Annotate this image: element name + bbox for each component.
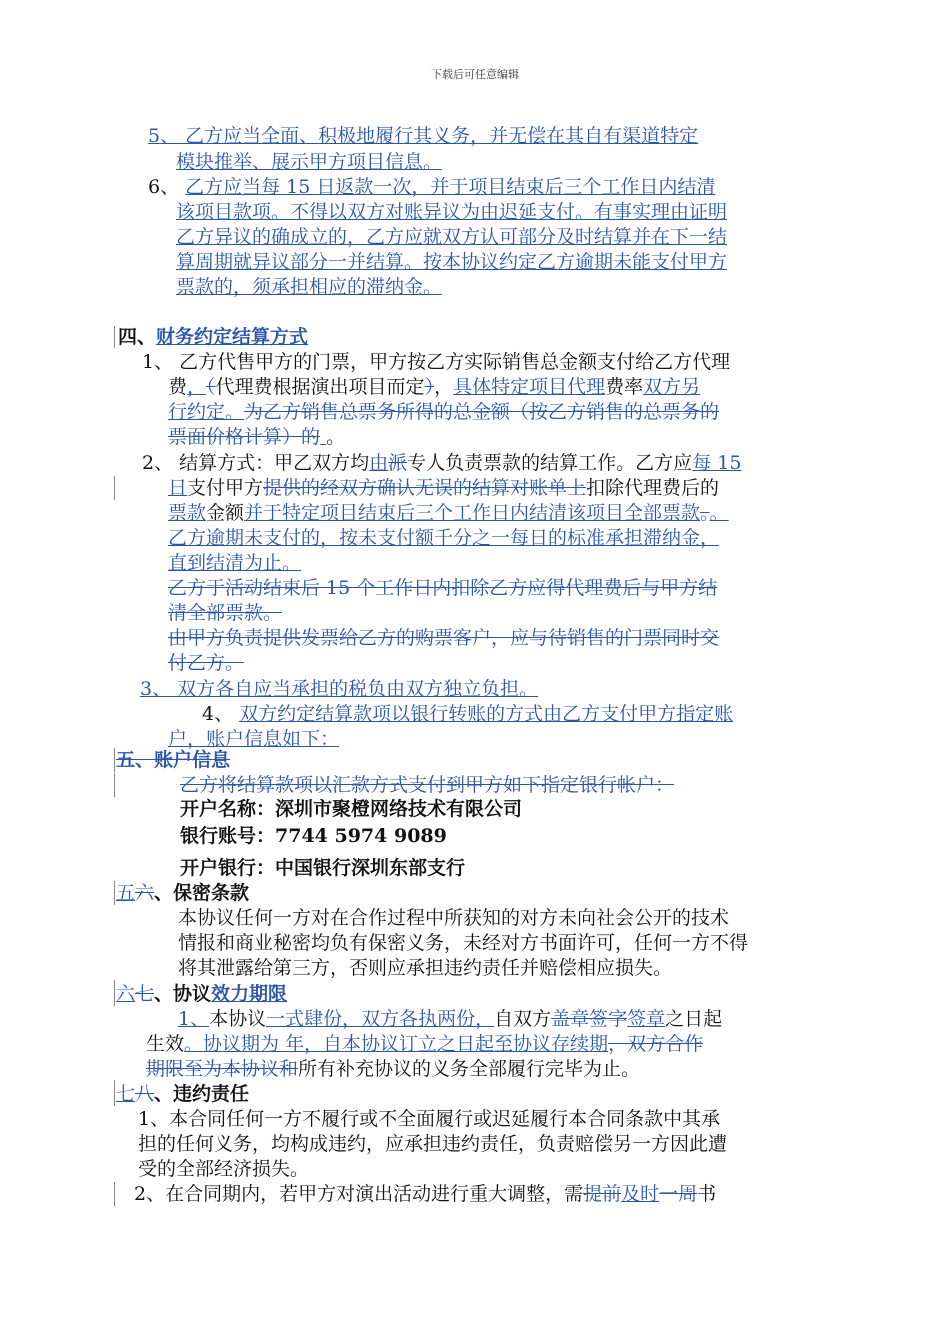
text-line [168,626,950,651]
inserted-text: 乙方应当每 15 日返款一次，并于项目结束后三个工作日内结清 [185,176,716,198]
deleted-text: ） [424,376,435,398]
text-line [180,824,950,849]
change-bar [114,326,115,348]
inserted-text: 直到结清为止。 [168,552,302,574]
body-text: 情报和商业秘密均负有保密义务，未经对方书面许可，任何一方不得 [178,932,749,954]
deleted-text: 提供的经双方确认无误的结算对账单上 [263,477,587,499]
bold-text: 开户银行：中国银行深圳东部支行 [180,857,466,879]
text-line [168,425,950,450]
body-text: 代理费根据演出项目而定 [215,376,425,398]
text-line [176,250,950,275]
change-bar [114,748,115,772]
change-bar [114,1182,115,1206]
inserted-heading-text: 效力期限 [211,983,288,1005]
text-line [168,576,950,601]
change-bar [114,773,115,797]
deleted-text: ，双方合作 [608,1033,704,1055]
body-text: 书 [697,1183,717,1205]
inserted-text: 乙方异议的确成立的，乙方应就双方认可部分及时结算并在下一结 [176,226,728,248]
inserted-text: 行约定。 [168,401,245,423]
inserted-text: 算周期就异议部分一并结算。按本协议约定乙方逾期未能支付甲方 [176,251,728,273]
body-text: 支付甲方 [187,477,264,499]
body-text: 2、 结算方式：甲乙双方均 [142,452,370,474]
body-text: 1、本合同任何一方不履行或不全面履行或迟延履行本合同条款中其承 [138,1108,721,1130]
change-bar [114,476,115,500]
text-line [178,906,950,931]
bold-text: 、协议 [154,983,212,1005]
bold-text: 、违约责任 [154,1083,250,1105]
text-line [148,175,950,200]
text-line [140,677,950,702]
inserted-text: 每 15 [692,452,742,474]
text-line [180,856,950,881]
text-line [146,1057,950,1082]
body-text: 6、 [148,176,186,198]
text-line [168,476,950,501]
body-text: 担的任何义务，均构成违约，应承担违约责任，负责赔偿另一方因此遭 [138,1133,728,1155]
deleted-text: 由甲方负责提供发票给乙方的购票客户，应与待销售的门票同时交 [168,627,720,649]
text-line [138,1157,950,1182]
text-line [176,200,950,225]
inserted-text: 由 [369,452,389,474]
text-line [148,124,950,149]
body-text: 2、在合同期内，若甲方对演出活动进行重大调整，需 [134,1183,584,1205]
text-line [180,797,950,822]
body-text: 受的全部经济损失。 [138,1158,310,1180]
deleted-text: 乙方于活动结束后 15 个工作日内扣除乙方应得代理费后与甲方结 [168,577,718,599]
body-text: 本协议任何一方对在合作过程中所获知的对方未向社会公开的技术 [178,907,730,929]
text-line [118,325,950,350]
body-text: 费 [168,376,188,398]
deleted-text: 提前 [583,1183,622,1205]
bold-text: 银行账号：7744 5974 9089 [180,825,447,847]
bold-text: 开户名称：深圳市聚橙网络技术有限公司 [180,798,523,820]
body-text: 所有补充协议的义务全部履行完毕为止。 [298,1058,641,1080]
deleted-text: 派 [388,452,408,474]
text-line [168,400,950,425]
inserted-text: 模块推举、展示甲方项目信息。 [176,151,443,173]
text-line [138,1107,950,1132]
text-line [116,881,950,906]
inserted-text: 六 [116,983,136,1005]
body-text: 。 [326,426,346,448]
text-line [176,275,950,300]
text-line [116,748,950,773]
deleted-text: 七 [135,983,155,1005]
inserted-text: 5、 乙方应当全面、积极地履行其义务，并无偿在其自有渠道特定 [148,125,699,147]
inserted-text: 户，账户信息如下： [168,728,340,750]
inserted-text: 票款 [168,502,207,524]
body-text: 1、 乙方代售甲方的门票，甲方按乙方实际销售总金额支付给乙方代理 [142,351,731,373]
body-text: 将其泄露给第三方，否则应承担违约责任并赔偿相应损失。 [178,957,673,979]
text-line [168,651,950,676]
deleted-text: 八 [135,1083,155,1105]
inserted-text: 七 [116,1083,136,1105]
inserted-text: 五 [116,882,136,904]
deleted-text: 乙方将结算款项以汇款方式支付到甲方如下指定银行帐户： [180,774,675,796]
inserted-text: 及时 [621,1183,660,1205]
inserted-text: 具体特定项目代理 [453,376,606,398]
body-text: 之日起 [665,1008,723,1030]
inserted-text: 双方约定结算款项以银行转账的方式由乙方支付甲方指定账 [239,703,734,725]
text-line [116,982,950,1007]
deleted-heading-text: 五、账户信息 [116,749,231,771]
inserted-text: 一式肆份，双方各执两份， [266,1008,495,1030]
body-text: 金额 [206,502,245,524]
deleted-text: 清全部票款。 [168,602,283,624]
text-line [142,451,950,476]
text-line [178,1007,950,1032]
deleted-text: 。 [700,502,710,524]
inserted-text: ， [187,376,207,398]
inserted-text: 票款的，须承担相应的滞纳金。 [176,276,443,298]
body-text: 费率 [605,376,644,398]
bold-text: 、保密条款 [154,882,250,904]
text-line [180,773,950,798]
inserted-text: 日 [168,477,188,499]
inserted-heading-text: 财务约定结算方式 [156,326,309,348]
inserted-text: 签章 [627,1008,666,1030]
body-text: ， [434,376,454,398]
text-line [178,956,950,981]
body-text: 专人负责票款的结算工作。乙方应 [407,452,693,474]
inserted-text: 。 [709,502,729,524]
change-bar [114,881,115,905]
deleted-text: （ [206,376,216,398]
text-line [176,225,950,250]
text-line [138,1132,950,1157]
change-bar [114,980,115,1006]
deleted-text: 付乙方。 [168,652,245,674]
text-line [202,702,950,727]
text-line [178,931,950,956]
inserted-text: 乙方逾期未支付的，按未支付额千分之一每日的标准承担滞纳金， [168,527,720,549]
body-text: 自双方 [494,1008,552,1030]
deleted-text: 票面价格计算）的 [168,426,321,448]
body-text: 4、 [202,703,240,725]
text-line [146,1032,950,1057]
inserted-text: 1、 [178,1008,210,1030]
deleted-text: 为乙方销售总票务所得的总金额（按乙方销售的总票务的 [244,401,720,423]
text-line [168,526,950,551]
inserted-text: 。协议期为 年，自本协议订立之日起至协议存续期 [184,1033,609,1055]
deleted-text: 期限至为本协议和 [146,1058,299,1080]
text-line [168,551,950,576]
body-text: 扣除代理费后的 [586,477,720,499]
text-line [168,375,950,400]
inserted-text: 3、 双方各自应当承担的税负由双方独立负担。 [140,678,539,700]
body-text: 本协议 [209,1008,267,1030]
deleted-text: 六 [135,882,155,904]
change-bar [114,1080,115,1106]
page-header: 下载后可任意编辑 [431,68,519,81]
text-line [134,1182,950,1207]
body-text: 生效 [146,1033,185,1055]
inserted-text: 并于特定项目结束后三个工作日内结清该项目全部票款 [244,502,701,524]
text-line [176,150,950,175]
text-line [168,501,950,526]
text-line [168,601,950,626]
deleted-text: 一周 [659,1183,698,1205]
bold-text: 四、 [118,326,157,348]
inserted-text: 该项目款项。不得以双方对账异议为由迟延支付。有事实理由证明 [176,201,728,223]
deleted-text: 盖章签字 [551,1008,628,1030]
text-line [116,1082,950,1107]
inserted-text: 双方另 [643,376,701,398]
text-line [142,350,950,375]
